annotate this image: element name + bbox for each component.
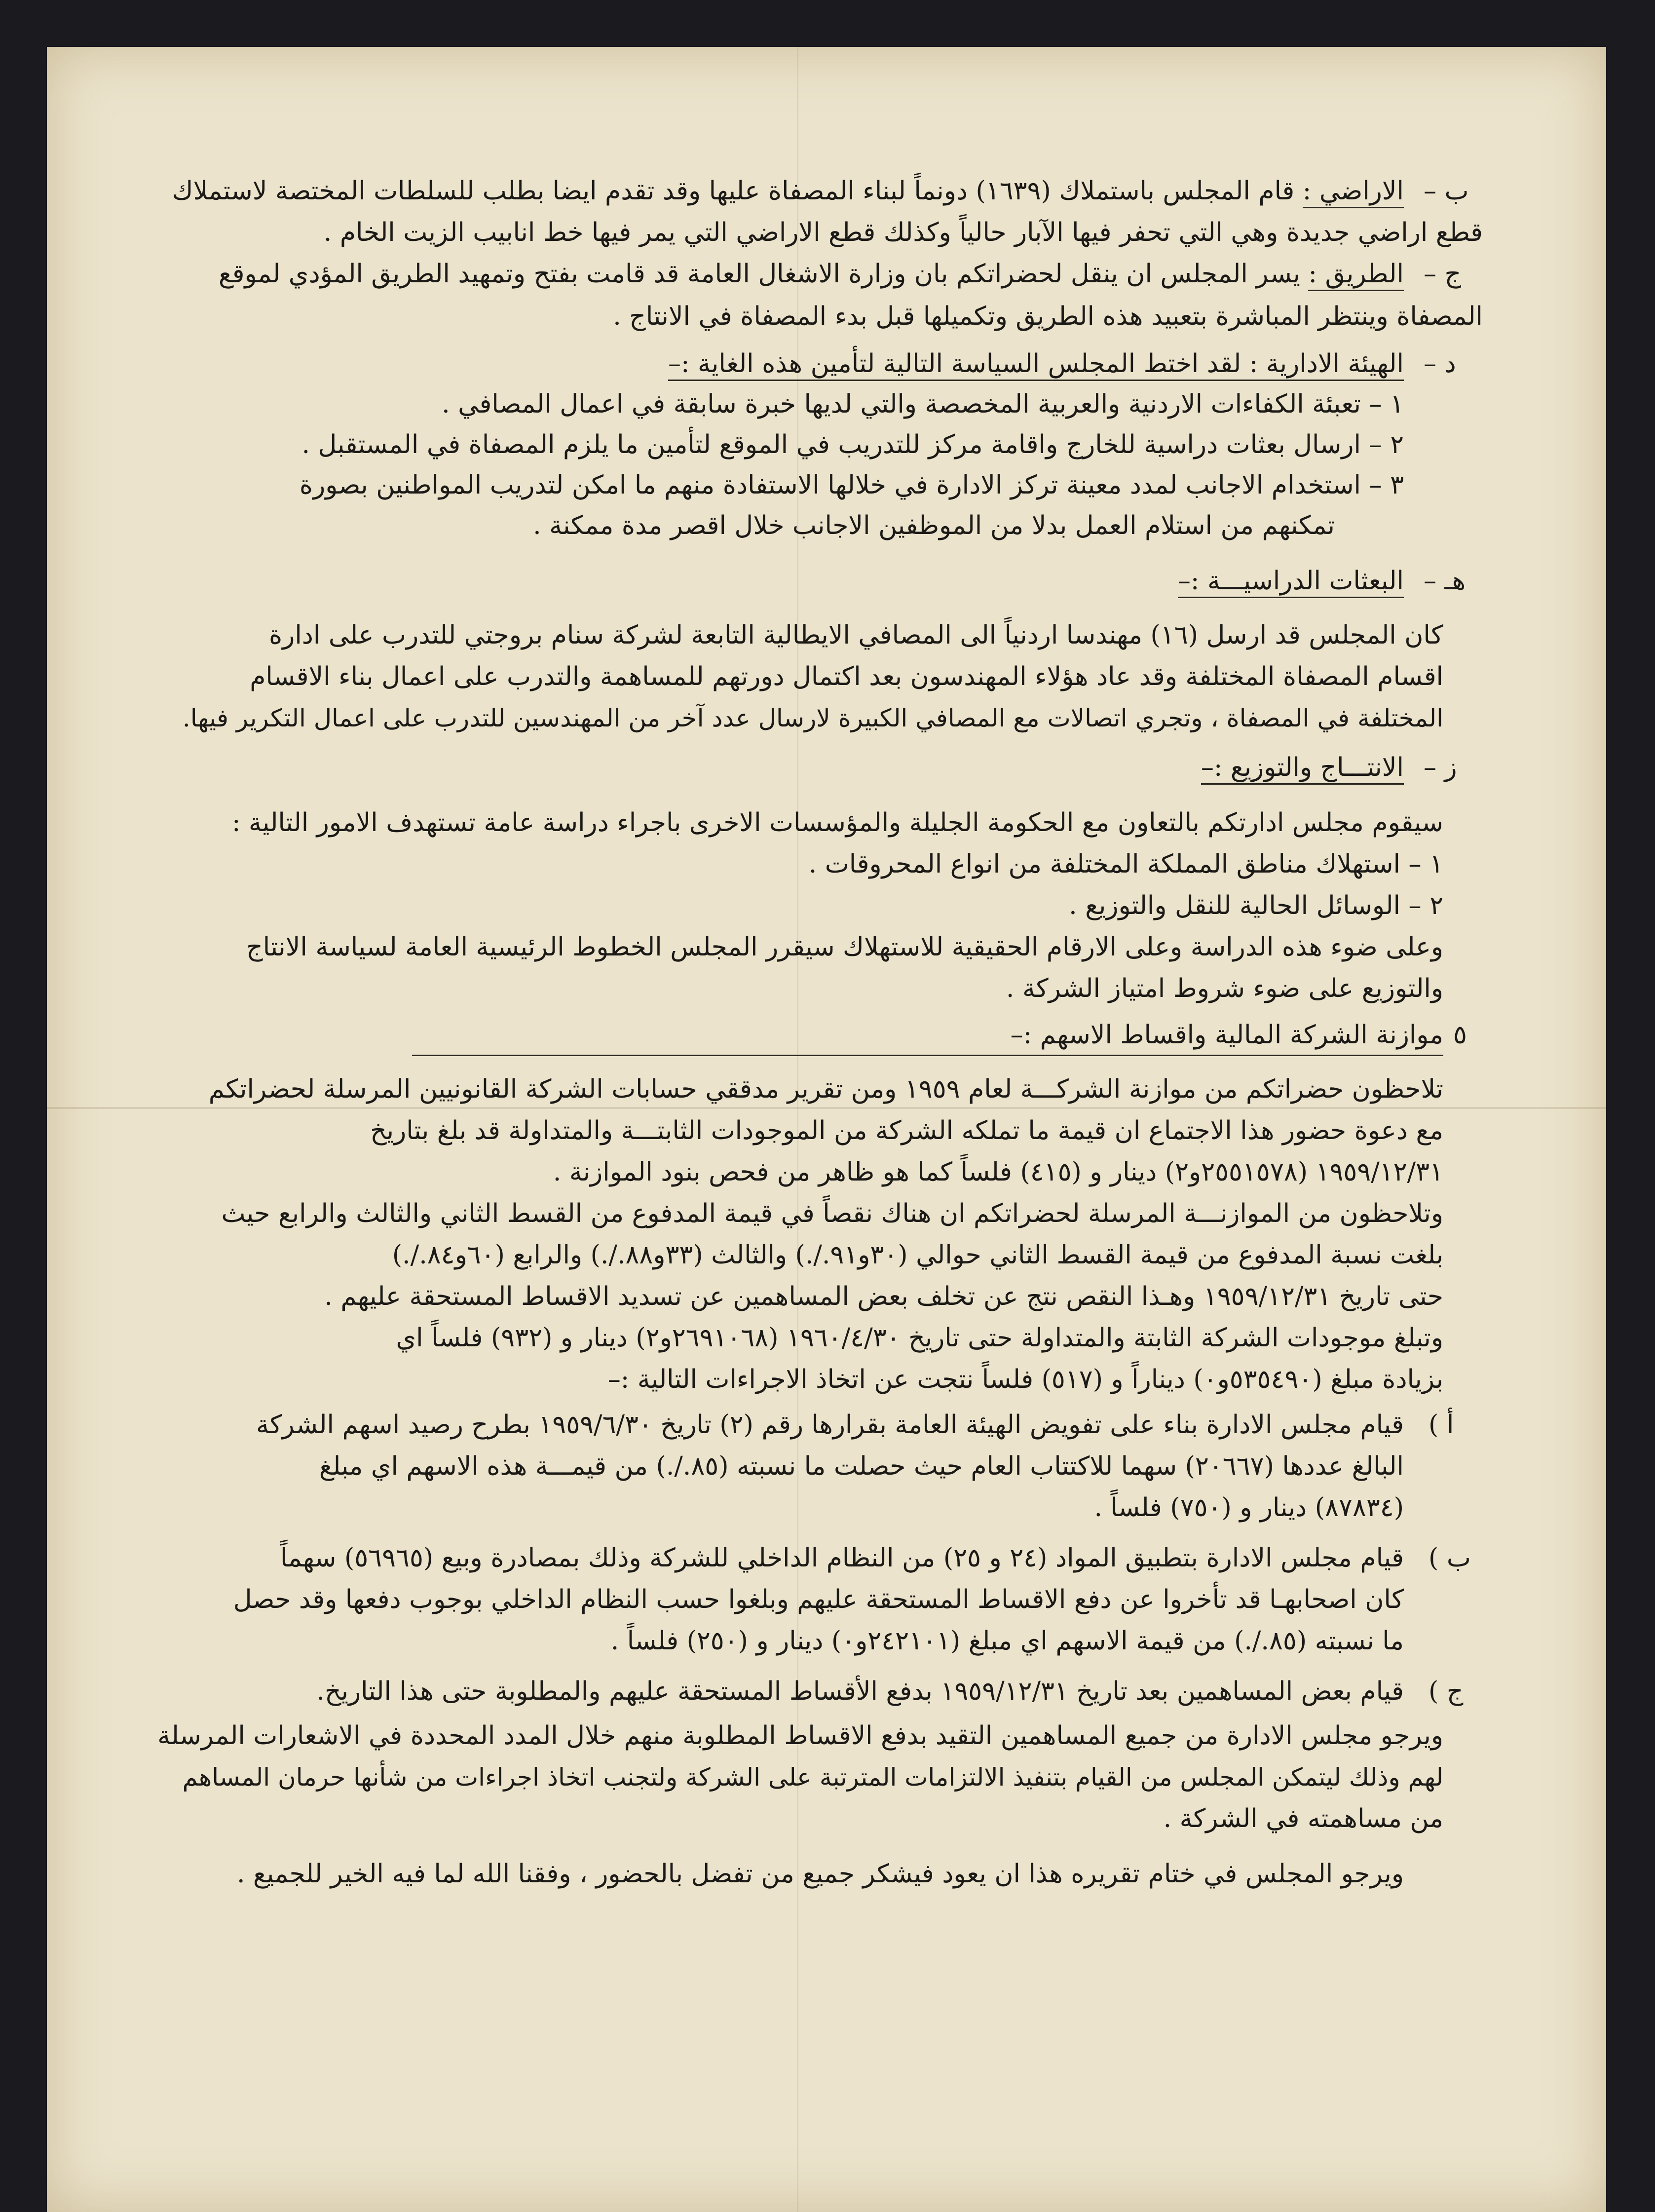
section-marker-b: ب – — [1424, 176, 1469, 206]
section-five-heading: موازنة الشركة المالية واقساط الاسهم :– — [1010, 1020, 1443, 1050]
section-h-heading-line — [1178, 560, 1404, 602]
section-h-heading: البعثات الدراسيـــة :– — [1178, 566, 1404, 598]
section-d-item-2: ٢ – ارسال بعثات دراسية للخارج واقامة مركز للتدريب في الموقع لتأمين ما يلزم المصفاة في المستقبل . — [301, 430, 1404, 459]
section-d-heading-line — [668, 343, 1404, 384]
section-five-line-2: مع دعوة حضور هذا الاجتماع ان قيمة ما تملكه الشركة من الموجودات الثابتـــة والمتداولة قد بلغ بتاريخ — [370, 1116, 1443, 1145]
section-marker-h: هـ – — [1424, 566, 1466, 596]
section-z-line-3: ٢ – الوسائل الحالية للنقل والتوزيع . — [1069, 891, 1443, 920]
section-j-heading: الطريق : — [1308, 259, 1404, 291]
section-d-item-3-cont: تمكنهم من استلام العمل بدلا من الموظفين الاجانب خلال اقصر مدة ممكنة . — [533, 511, 1335, 540]
closing-line-2: لهم وذلك ليتمكن المجلس من القيام بتنفيذ الالتزامات المترتبة على الشركة ولتجنب اتخاذ اجراءات من شأنها حرمان المساهم — [182, 1763, 1443, 1792]
section-j-line-1 — [219, 253, 1404, 295]
item-marker-ba: ب ) — [1429, 1543, 1471, 1573]
section-b-line-2: قطع اراضي جديدة وهي التي تحفر فيها الآبار حالياً وكذلك قطع الاراضي التي يمر فيها خط انابيب الزيت الخام . — [323, 218, 1483, 247]
section-d-item-1: ١ – تعبئة الكفاءات الاردنية والعربية المخصصة والتي لديها خبرة سابقة في اعمال المصافي . — [442, 389, 1404, 419]
section-five-line-7: وتبلغ موجودات الشركة الثابتة والمتداولة حتى تاريخ ١٩٦٠/٤/٣٠ (٢٦٩١٠٦٨و٢) دينار و (٩٣٢) فلساً اي — [396, 1323, 1443, 1353]
section-five-line-4: وتلاحظون من الموازنـــة المرسلة لحضراتكم ان هناك نقصاً في قيمة المدفوع من القسط الثاني والثالث والرابع حيث — [221, 1199, 1443, 1228]
section-z-line-1: سيقوم مجلس ادارتكم بالتعاون مع الحكومة الجليلة والمؤسسات الاخرى باجراء دراسة عامة تستهدف الامور التالية : — [231, 808, 1443, 838]
item-alef-line-1: قيام مجلس الادارة بناء على تفويض الهيئة العامة بقرارها رقم (٢) تاريخ ١٩٥٩/٦/٣٠ بطرح رصيد اسهم الشركة — [256, 1410, 1404, 1440]
section-five-line-8: بزيادة مبلغ (٥٣٥٤٩٠و٠) ديناراً و (٥١٧) فلساً نتجت عن اتخاذ الاجراءات التالية :– — [607, 1365, 1443, 1394]
section-d-heading: الهيئة الادارية : لقد اختط المجلس السياسة التالية لتأمين هذه الغاية :– — [668, 349, 1404, 381]
section-z-heading-line — [1201, 747, 1404, 788]
section-h-line-2: اقسام المصفاة المختلفة وقد عاد هؤلاء المهندسون بعد اكتمال دورتهم للمساهمة والتدرب على اعمال بناء الاقسام — [250, 662, 1443, 691]
item-ba-line-1: قيام مجلس الادارة بتطبيق المواد (٢٤ و ٢٥) من النظام الداخلي للشركة وذلك بمصادرة وبيع (٥٦٩٦٥) سهماً — [280, 1543, 1404, 1573]
section-marker-d: د – — [1424, 349, 1456, 379]
section-five-line-5: بلغت نسبة المدفوع من قيمة القسط الثاني حوالي (٣٠و٩١./.) والثالث (٣٣و٨٨./.) والرابع (٦٠و٨٤./.) — [392, 1240, 1443, 1270]
item-ba-line-3: ما نسبته (٨٥./.) من قيمة الاسهم اي مبلغ (٢٤٢١٠١و٠) دينار و (٢٥٠) فلساً . — [610, 1626, 1404, 1656]
item-ba-line-2: كان اصحابهـا قد تأخروا عن دفع الاقساط المستحقة عليهم وبلغوا حسب النظام الداخلي بوجوب دفعها وقد حصل — [233, 1585, 1404, 1614]
section-five-heading-line — [1011, 1014, 1443, 1056]
section-b-text: قام المجلس باستملاك (١٦٣٩) دونماً لبناء المصفاة عليها وقد تقدم ايضا بطلب للسلطات المختصة لاستملاك — [172, 176, 1295, 206]
section-marker-five: ٥ — [1453, 1020, 1467, 1050]
section-j-line-2: المصفاة وينتظر المباشرة بتعبيد هذه الطريق وتكميلها قبل بدء المصفاة في الانتاج . — [613, 302, 1483, 331]
section-b-heading: الاراضي : — [1303, 176, 1404, 208]
section-five-rule — [412, 1055, 1443, 1056]
section-five-line-3: ١٩٥٩/١٢/٣١ (٢٥٥١٥٧٨و٢) دينار و (٤١٥) فلساً كما هو ظاهر من فحص بنود الموازنة . — [553, 1157, 1443, 1187]
section-z-heading: الانتـــاج والتوزيع :– — [1201, 753, 1404, 785]
item-alef-line-3: (٨٧٨٣٤) دينار و (٧٥٠) فلساً . — [1094, 1493, 1404, 1523]
section-b-line-1 — [172, 170, 1404, 212]
closing-line-3: من مساهمته في الشركة . — [1163, 1804, 1443, 1833]
section-marker-j: ج – — [1424, 259, 1462, 289]
section-d-item-3: ٣ – استخدام الاجانب لمدد معينة تركز الادارة في خلالها الاستفادة منهم ما امكن لتدريب المواطنين بصورة — [299, 470, 1404, 500]
section-h-line-1: كان المجلس قد ارسل (١٦) مهندسا اردنياً الى المصافي الايطالية التابعة لشركة سنام بروجتي للتدرب على ادارة — [268, 620, 1443, 650]
section-h-line-3: المختلفة في المصفاة ، وتجري اتصالات مع المصافي الكبيرة لارسال عدد آخر من المهندسين للتدرب على اعمال التكرير فيها. — [182, 704, 1443, 732]
section-z-line-5: والتوزيع على ضوء شروط امتياز الشركة . — [1006, 974, 1443, 1003]
closing-line-1: ويرجو مجلس الادارة من جميع المساهمين التقيد بدفع الاقساط المطلوبة منهم خلال المدد المحددة في الاشعارات المرسلة — [157, 1721, 1443, 1751]
document-page — [47, 47, 1606, 2212]
section-five-line-6: حتى تاريخ ١٩٥٩/١٢/٣١ وهـذا النقص نتج عن تخلف بعض المساهمين عن تسديد الاقساط المستحقة عليهم . — [324, 1282, 1443, 1311]
item-alef-line-2: البالغ عددها (٢٠٦٦٧) سهما للاكتتاب العام حيث حصلت ما نسبته (٨٥./.) من قيمـــة هذه الاسهم اي مبلغ — [319, 1451, 1404, 1481]
item-marker-alef: أ ) — [1429, 1410, 1454, 1440]
item-jim-line-1: قيام بعض المساهمين بعد تاريخ ١٩٥٩/١٢/٣١ بدفع الأقساط المستحقة عليهم والمطلوبة حتى هذا التاريخ. — [316, 1677, 1404, 1706]
section-z-line-2: ١ – استهلاك مناطق المملكة المختلفة من انواع المحروقات . — [808, 849, 1443, 879]
section-z-line-4: وعلى ضوء هذه الدراسة وعلى الارقام الحقيقية للاستهلاك سيقرر المجلس الخطوط الرئيسية العامة لسياسة الانتاج — [246, 932, 1443, 962]
section-j-text: يسر المجلس ان ينقل لحضراتكم بان وزارة الاشغال العامة قد قامت بفتح وتمهيد الطريق المؤدي لموقع — [218, 259, 1300, 289]
closing-line-4: ويرجو المجلس في ختام تقريره هذا ان يعود فيشكر جميع من تفضل بالحضور ، وفقنا الله لما فيه الخير للجميع . — [236, 1859, 1404, 1889]
section-five-line-1: تلاحظون حضراتكم من موازنة الشركـــة لعام ١٩٥٩ ومن تقرير مدققي حسابات الشركة القانونيين المرسلة لحضراتكم — [208, 1074, 1443, 1104]
item-marker-jim: ج ) — [1429, 1677, 1464, 1706]
section-marker-z: ز – — [1424, 753, 1457, 782]
